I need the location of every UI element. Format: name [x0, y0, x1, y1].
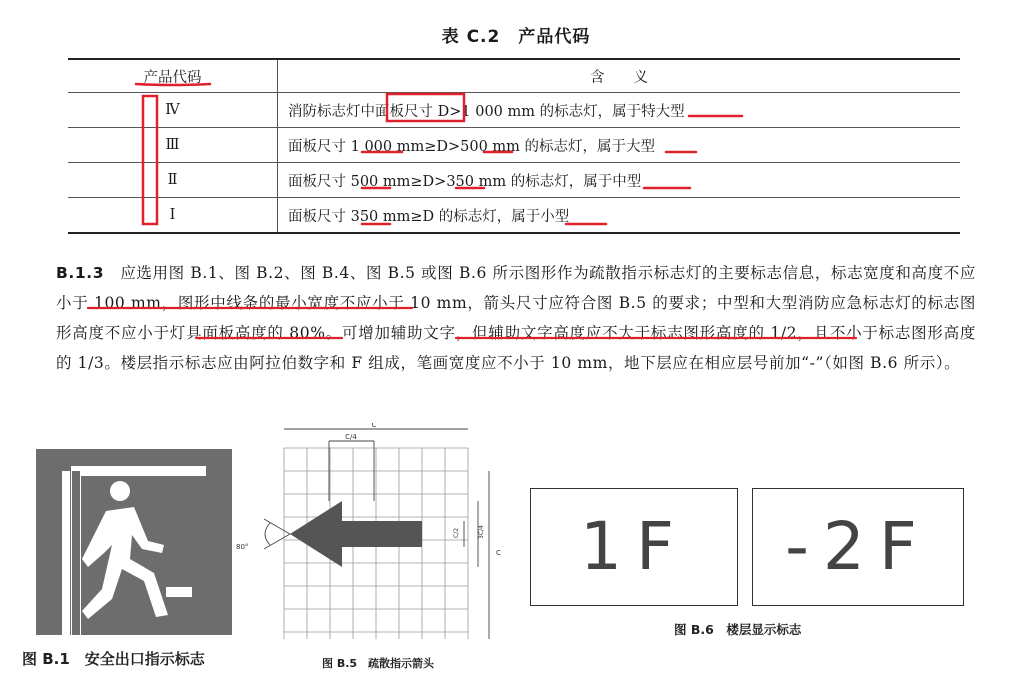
dim-angle: 80°: [236, 543, 249, 551]
section-text: 应选用图 B.1、图 B.2、图 B.4、图 B.5 或图 B.6 所示图形作为疏散指示标志灯的主要标志信息，标志宽度和高度不应小于 100 mm，图形中线条的最小宽度不应小于 10 mm，箭头尺寸应符合图 B.5 的要求；中型和大型消防应急标志灯的标志图形高度不应小于灯具面板高度的 80%。可增加辅助文字，但辅助文字高度应不大于标志图形高度的 1/2，且不小于标志图形高度的 1/3。楼层指示标志应由阿拉伯数字和 F 组成，笔画宽度应不小于 10 mm，地下层应在相应层号前加“-”（如图 B.6 所示）。: [56, 264, 976, 372]
box-panel-size: [387, 94, 464, 121]
row-code: Ⅰ: [68, 198, 278, 234]
box-code-column: [143, 96, 157, 224]
evacuation-arrow-diagram: [234, 423, 534, 649]
row-code: Ⅳ: [68, 93, 278, 128]
dim-c4: C/4: [345, 433, 357, 441]
floor-panel-minus-2f: -2F: [752, 488, 964, 606]
row-meaning: 面板尺寸 500 mm≥D>350 mm 的标志灯，属于中型: [278, 163, 961, 198]
header-product-code: 产品代码: [68, 59, 278, 93]
figure-b1-caption: 图 B.1 安全出口指示标志: [22, 650, 205, 668]
arrow-shape-icon: [290, 501, 422, 567]
figure-b6-caption: 图 B.6 楼层显示标志: [674, 622, 802, 637]
header-meaning: 含 义: [278, 59, 961, 93]
underline-product-code: [136, 84, 210, 85]
paragraph-annotations: [0, 250, 1032, 340]
row-code: Ⅲ: [68, 128, 278, 163]
table-title: 表 C.2 产品代码: [441, 27, 591, 47]
dim-3c4: 3C/4: [478, 525, 485, 539]
table-annotations: [0, 0, 1032, 250]
dim-c-top: C: [371, 423, 377, 429]
floor-panel-1f: 1F: [530, 488, 738, 606]
row-meaning: 面板尺寸 350 mm≥D 的标志灯，属于小型: [278, 198, 961, 234]
section-number: B.1.3: [56, 264, 105, 282]
figure-b5-caption: 图 B.5 疏散指示箭头: [322, 657, 435, 670]
row-meaning: 面板尺寸 1 000 mm≥D>500 mm 的标志灯，属于大型: [278, 128, 961, 163]
row-meaning: 消防标志灯中面板尺寸 D>1 000 mm 的标志灯，属于特大型: [278, 93, 961, 128]
dim-c2: C/2: [453, 527, 460, 538]
row-code: Ⅱ: [68, 163, 278, 198]
exit-sign-icon: [36, 449, 232, 635]
dim-c-right: C: [496, 549, 501, 557]
figure-b1: [22, 449, 232, 668]
figure-b5: [234, 423, 534, 670]
